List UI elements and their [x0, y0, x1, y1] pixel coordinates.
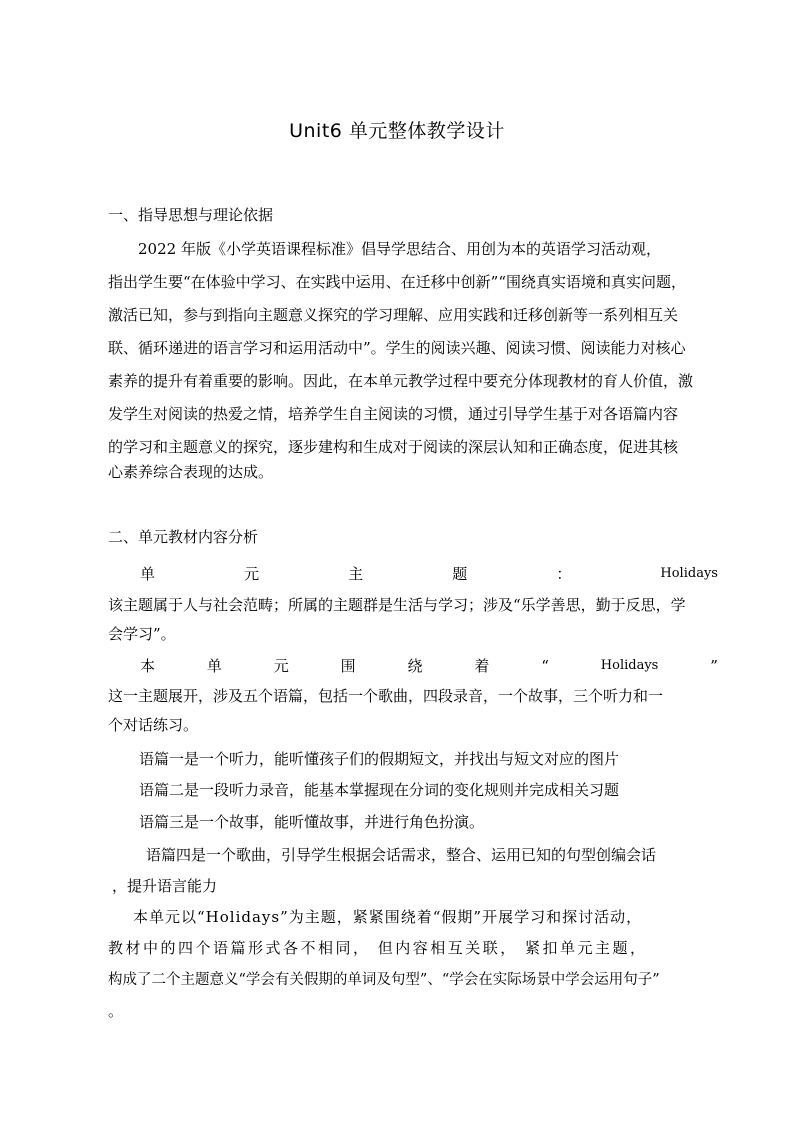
theme-token: ： [556, 565, 572, 583]
paragraph-line: 联、循环递进的语言学习和运用活动中”。学生的阅读兴趣、阅读习惯、阅读能力对核心 [108, 339, 686, 357]
content-token: 单 [206, 657, 222, 675]
content-line [140, 656, 718, 676]
content-description-line: 这一主题展开，涉及五个语篇，包括一个歌曲，四段录音，一个故事，三个听力和一 [108, 687, 664, 705]
paragraph-line: 激活已知，参与到指向主题意义探究的学习理解、应用实践和迁移创新等一系列相互关 [108, 306, 679, 324]
content-token: Holidays [600, 658, 659, 673]
content-token: 绕 [407, 657, 423, 675]
theme-token: 题 [452, 565, 468, 583]
summary-line: 教材中的四个语篇形式各不相同， 但内容相互关联， 紧扣单元主题， [108, 939, 648, 957]
theme-token: 元 [244, 565, 260, 583]
paragraph-line: 素养的提升有着重要的影响。因此，在本单元教学过程中要充分体现教材的育人价值，激 [108, 372, 694, 390]
summary-line: 构成了二个主题意义“学会有关假期的单词及句型”、“学会在实际场景中学会运用句子” [108, 972, 660, 988]
summary-line: 本单元以“Holidays”为主题，紧紧围绕着“假期”开展学习和探讨活动， [133, 908, 643, 926]
content-token: ” [710, 657, 718, 675]
text-item: 语篇三是一个故事，能听懂故事，并进行角色扮演。 [139, 813, 485, 831]
paragraph-line: 心素养综合表现的达成。 [108, 463, 274, 481]
content-token: 着 [474, 657, 490, 675]
paragraph-line: 指出学生要“在体验中学习、在实践中运用、在迁移中创新”“围绕真实语境和真实问题， [108, 273, 687, 291]
text-item: ，提升语言能力 [112, 877, 218, 895]
theme-token: 主 [348, 565, 364, 583]
theme-token: Holidays [660, 566, 718, 581]
summary-line: 。 [108, 1002, 124, 1020]
content-description-line: 个对话练习。 [108, 716, 199, 734]
theme-line [140, 564, 718, 584]
text-item: 语篇二是一段听力录音，能基本掌握现在分词的变化规则并完成相关习题 [139, 781, 620, 799]
content-token: “ [541, 657, 549, 675]
section-heading-2: 二、单元教材内容分析 [108, 528, 259, 546]
theme-token: 单 [140, 565, 156, 583]
theme-description-line: 会学习”。 [108, 625, 176, 643]
content-token: 本 [140, 657, 156, 675]
text-item: 语篇一是一个听力，能听懂孩子们的假期短文，并找出与短文对应的图片 [139, 750, 620, 768]
content-token: 围 [340, 657, 356, 675]
page-title: Unit6 单元整体教学设计 [289, 120, 505, 142]
theme-description-line: 该主题属于人与社会范畴；所属的主题群是生活与学习；涉及“乐学善思，勤于反思，学 [108, 596, 686, 614]
paragraph-line: 发学生对阅读的热爱之情，培养学生自主阅读的习惯，通过引导学生基于对各语篇内容 [108, 405, 679, 423]
paragraph-line: 2022 年版《小学英语课程标准》倡导学思结合、用创为本的英语学习活动观， [108, 240, 661, 258]
content-token: 元 [273, 657, 289, 675]
section-heading-1: 一、指导思想与理论依据 [108, 206, 274, 224]
text-item: 语篇四是一个歌曲，引导学生根据会话需求，整合、运用已知的句型创编会话 [146, 846, 657, 864]
paragraph-line: 的学习和主题意义的探究，逐步建构和生成对于阅读的深层认知和正确态度，促进其核 [108, 438, 679, 456]
